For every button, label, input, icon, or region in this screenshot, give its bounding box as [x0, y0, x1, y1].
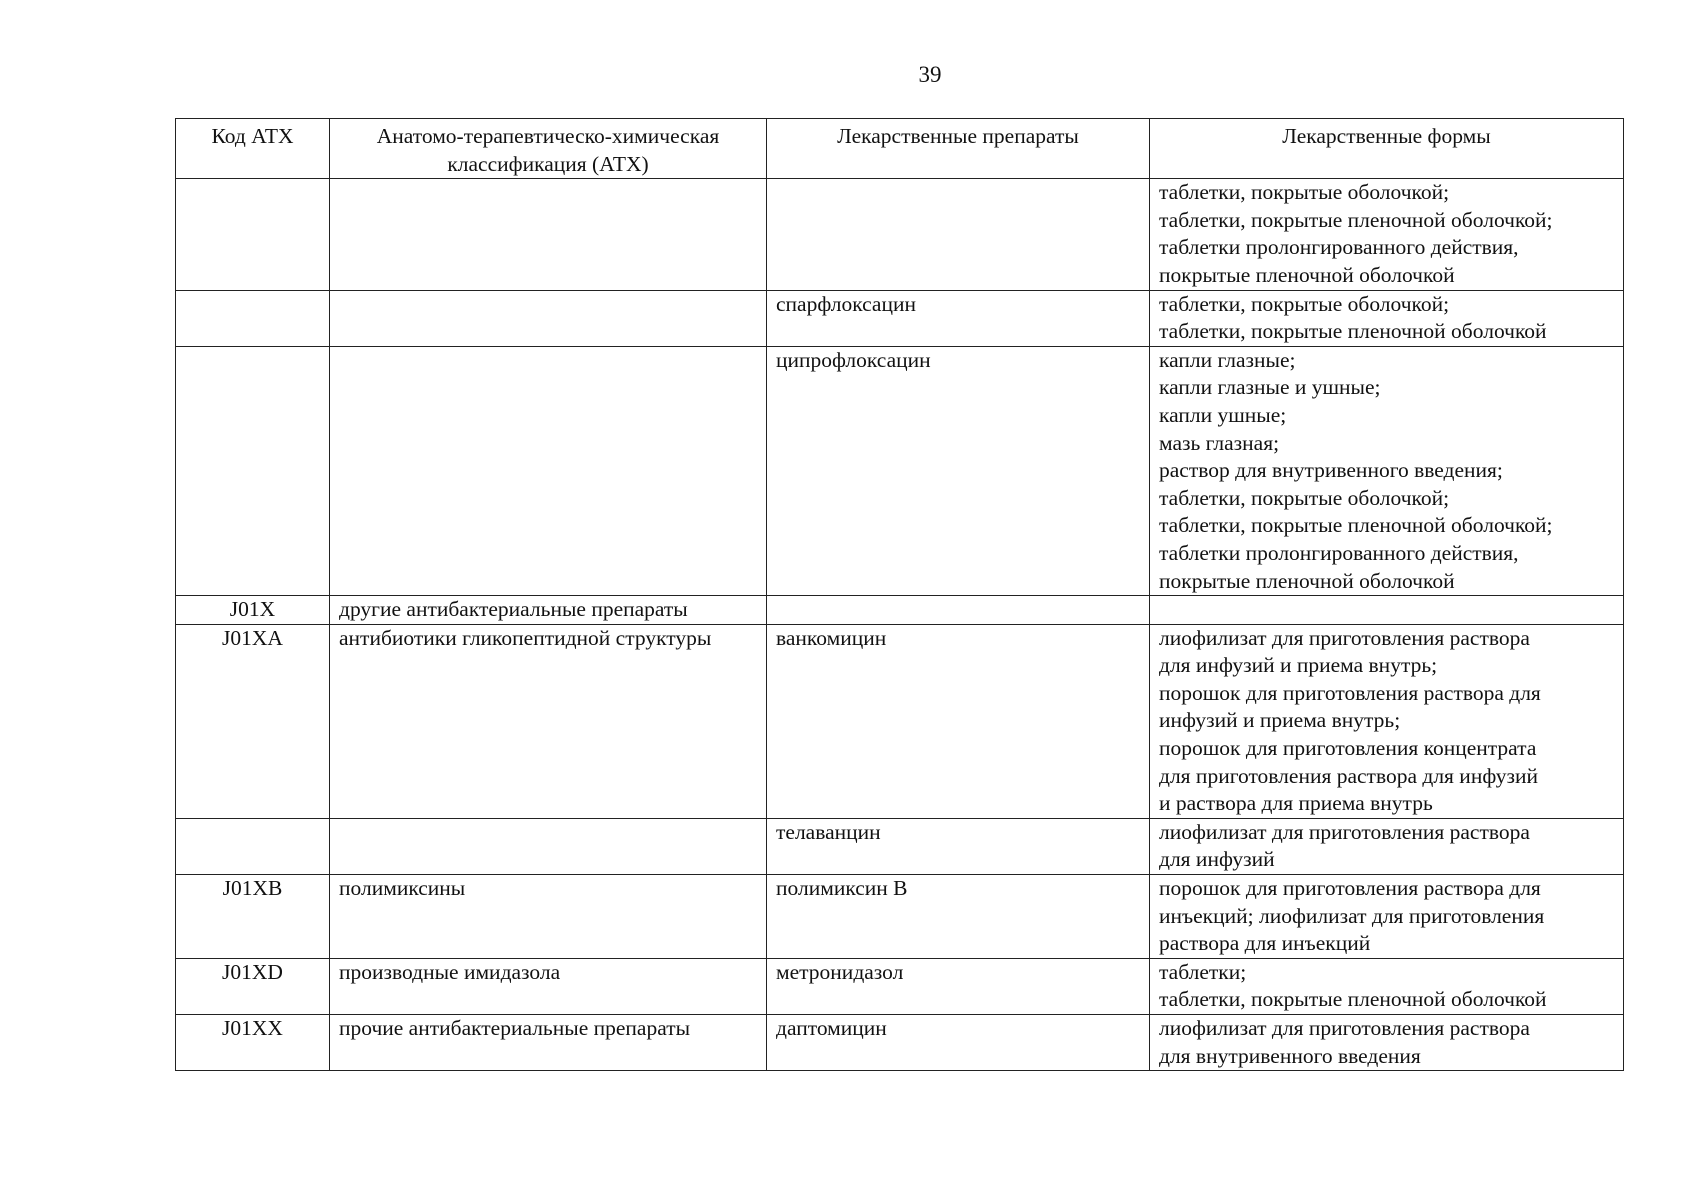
- atc-code-cell: J01XD: [176, 958, 330, 1014]
- dosage-form-line: таблетки, покрытые оболочкой;: [1159, 485, 1450, 510]
- dosage-form-line: капли глазные;: [1159, 347, 1296, 372]
- atc-classification-cell: [330, 818, 767, 874]
- table-row: [176, 346, 1624, 595]
- atc-code-cell: J01XX: [176, 1015, 330, 1071]
- atc-classification-cell: производные имидазола: [330, 958, 767, 1014]
- dosage-form-line: таблетки, покрытые пленочной оболочкой: [1159, 319, 1547, 344]
- atc-classification-cell: [330, 179, 767, 290]
- medicine-name-cell: телаванцин: [767, 818, 1150, 874]
- medicine-name-cell: метронидазол: [767, 958, 1150, 1014]
- dosage-form-line: для инфузий и приема внутрь;: [1159, 653, 1438, 678]
- atc-classification-cell: прочие антибактериальные препараты: [330, 1015, 767, 1071]
- header-atc-classification: Анатомо-терапевтическо-химическая классификация (АТХ): [330, 119, 767, 179]
- dosage-forms-cell: [1150, 958, 1624, 1014]
- atc-classification-cell: другие антибактериальные препараты: [330, 596, 767, 625]
- atc-classification-cell: полимиксины: [330, 875, 767, 959]
- dosage-forms-cell: [1150, 875, 1624, 959]
- header-atc-code: Код АТХ: [176, 119, 330, 179]
- medicine-name-cell: ванкомицин: [767, 624, 1150, 818]
- dosage-forms-cell: [1150, 290, 1624, 346]
- table-row: [176, 290, 1624, 346]
- table-row: [176, 596, 1624, 625]
- dosage-forms-cell: [1150, 1015, 1624, 1071]
- atc-code-cell: J01XA: [176, 624, 330, 818]
- dosage-form-line: таблетки, покрытые оболочкой;: [1159, 180, 1450, 205]
- dosage-form-line: раствора для инъекций: [1159, 931, 1371, 956]
- dosage-forms-cell: [1150, 346, 1624, 595]
- dosage-form-line: мазь глазная;: [1159, 430, 1280, 455]
- dosage-form-line: капли ушные;: [1159, 402, 1287, 427]
- dosage-form-line: капли глазные и ушные;: [1159, 375, 1381, 400]
- dosage-form-line: для внутривенного введения: [1159, 1043, 1421, 1068]
- dosage-form-line: таблетки, покрытые пленочной оболочкой;: [1159, 207, 1553, 232]
- dosage-forms-cell: [1150, 179, 1624, 290]
- atc-code-cell: J01X: [176, 596, 330, 625]
- atc-code-cell: [176, 290, 330, 346]
- dosage-form-line: таблетки;: [1159, 959, 1247, 984]
- dosage-form-line: и раствора для приема внутрь: [1159, 791, 1433, 816]
- dosage-form-line: лиофилизат для приготовления раствора: [1159, 625, 1530, 650]
- dosage-form-line: для инфузий: [1159, 847, 1275, 872]
- dosage-form-line: таблетки, покрытые пленочной оболочкой: [1159, 987, 1547, 1012]
- atc-code-cell: [176, 179, 330, 290]
- atc-code-cell: [176, 346, 330, 595]
- table-row: [176, 958, 1624, 1014]
- dosage-form-line: таблетки пролонгированного действия,: [1159, 235, 1519, 260]
- atc-table: [175, 118, 1624, 1071]
- dosage-form-line: таблетки, покрытые пленочной оболочкой;: [1159, 513, 1553, 538]
- header-medicines: Лекарственные препараты: [767, 119, 1150, 179]
- page-number: 39: [918, 62, 942, 87]
- dosage-forms-cell: [1150, 818, 1624, 874]
- atc-classification-cell: [330, 290, 767, 346]
- dosage-form-line: таблетки пролонгированного действия,: [1159, 540, 1519, 565]
- table-row: [176, 818, 1624, 874]
- dosage-form-line: инфузий и приема внутрь;: [1159, 708, 1401, 733]
- dosage-form-line: таблетки, покрытые оболочкой;: [1159, 291, 1450, 316]
- medicine-name-cell: спарфлоксацин: [767, 290, 1150, 346]
- header-dosage-forms: Лекарственные формы: [1150, 119, 1624, 179]
- medicine-name-cell: полимиксин В: [767, 875, 1150, 959]
- dosage-form-line: раствор для внутривенного введения;: [1159, 458, 1503, 483]
- table-row: [176, 179, 1624, 290]
- medicine-name-cell: ципрофлоксацин: [767, 346, 1150, 595]
- table-row: [176, 875, 1624, 959]
- dosage-form-line: лиофилизат для приготовления раствора: [1159, 819, 1530, 844]
- medicine-name-cell: [767, 596, 1150, 625]
- table-header-row: [176, 119, 1624, 179]
- atc-classification-cell: [330, 346, 767, 595]
- medicine-name-cell: [767, 179, 1150, 290]
- medicine-name-cell: даптомицин: [767, 1015, 1150, 1071]
- atc-code-cell: [176, 818, 330, 874]
- dosage-form-line: порошок для приготовления концентрата: [1159, 736, 1537, 761]
- table-body: [176, 179, 1624, 1071]
- dosage-form-line: покрытые пленочной оболочкой: [1159, 568, 1455, 593]
- table-row: [176, 624, 1624, 818]
- dosage-form-line: порошок для приготовления раствора для: [1159, 876, 1541, 901]
- dosage-form-line: покрытые пленочной оболочкой: [1159, 262, 1455, 287]
- dosage-form-line: лиофилизат для приготовления раствора: [1159, 1016, 1530, 1040]
- dosage-form-line: инъекций; лиофилизат для приготовления: [1159, 903, 1545, 928]
- dosage-form-line: порошок для приготовления раствора для: [1159, 680, 1541, 705]
- dosage-forms-cell: [1150, 596, 1624, 625]
- atc-code-cell: J01XB: [176, 875, 330, 959]
- dosage-forms-cell: [1150, 624, 1624, 818]
- atc-classification-cell: антибиотики гликопептидной структуры: [330, 624, 767, 818]
- table-row: [176, 1015, 1624, 1071]
- dosage-form-line: для приготовления раствора для инфузий: [1159, 763, 1538, 788]
